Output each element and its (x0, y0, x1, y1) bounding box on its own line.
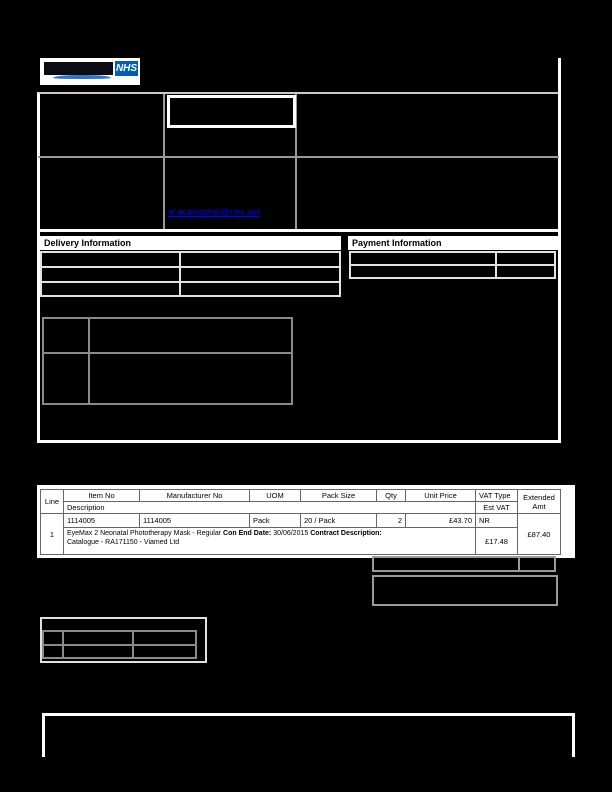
redacted-cell (496, 265, 555, 278)
col-header-manufacturer-no: Manufacturer No (140, 490, 250, 502)
redacted-cell (180, 267, 340, 282)
redacted-cell (180, 252, 340, 267)
redacted-cell (43, 631, 63, 645)
col-header-est-vat: Est VAT (476, 502, 518, 514)
redacted-cell (41, 267, 180, 282)
pack-size-value: 20 / Pack (301, 514, 377, 528)
redacted-cell (43, 645, 63, 658)
item-description (64, 528, 476, 555)
redacted-cell (43, 318, 89, 353)
con-end-date-value: 30/06/2015 (271, 530, 311, 537)
con-end-date-label: Con End Date: (223, 530, 272, 537)
item-no-value: 1114005 (64, 514, 140, 528)
nhs-logo-text: NHS (115, 63, 138, 74)
redacted-cell (496, 252, 555, 265)
col-header-extended-amt: Extended Amt (518, 490, 561, 514)
col-header-unit-price: Unit Price (406, 490, 476, 502)
redacted-order-number-box (167, 95, 296, 128)
totals-row-redacted (372, 556, 556, 572)
delivery-information-table (40, 251, 341, 297)
catalogue-reference: Catalogue - RA171150 - Viamed Ltd (67, 539, 180, 546)
manufacturer-no-value: 1114005 (140, 514, 250, 528)
redacted-cell (63, 631, 133, 645)
col-header-pack-size: Pack Size (301, 490, 377, 502)
vat-type-value: NR (476, 514, 518, 528)
payment-information-header: Payment Information (348, 236, 558, 250)
line-items-table (40, 489, 561, 555)
order-notes-table (42, 317, 293, 405)
redacted-cell (89, 353, 292, 404)
unit-price-value: £43.70 (406, 514, 476, 528)
header-table-divider-vertical-1 (163, 94, 165, 231)
delivery-information-header: Delivery Information (40, 236, 341, 250)
header-table-divider-horizontal (38, 156, 559, 158)
redacted-cell (89, 318, 292, 353)
redacted-cell (41, 282, 180, 296)
redacted-cell (350, 252, 496, 265)
logo-swoosh-underline (53, 75, 111, 79)
contact-email-link[interactable]: sf.acanlasfob@nhs.net (168, 207, 260, 217)
bottom-left-summary-table (42, 630, 197, 659)
uom-value: Pack (250, 514, 301, 528)
redacted-trust-name (44, 62, 113, 75)
nhs-logo (115, 61, 138, 76)
est-vat-value: £17.48 (476, 528, 518, 555)
line-number: 1 (41, 514, 64, 555)
redacted-cell (41, 252, 180, 267)
logo-strip (40, 58, 140, 85)
header-table-bottom-border (38, 229, 559, 232)
col-header-item-no: Item No (64, 490, 140, 502)
footer-terms-box (42, 713, 575, 757)
col-header-qty: Qty (377, 490, 406, 502)
page-frame-right-edge (558, 58, 561, 94)
description-text: EyeMax 2 Neonatal Phototherapy Mask - Regular (67, 530, 224, 537)
col-header-description: Description (64, 502, 476, 514)
col-header-line: Line (41, 490, 64, 514)
redacted-cell (373, 557, 519, 571)
totals-box-redacted (372, 575, 558, 606)
qty-value: 2 (377, 514, 406, 528)
redacted-cell (350, 265, 496, 278)
redacted-cell (63, 645, 133, 658)
redacted-cell (519, 557, 555, 571)
redacted-cell (133, 631, 196, 645)
contract-description-label: Contract Description: (310, 530, 382, 537)
payment-information-table (349, 251, 556, 279)
col-header-uom: UOM (250, 490, 301, 502)
col-header-vat-type: VAT Type (476, 490, 518, 502)
redacted-cell (180, 282, 340, 296)
extended-amt-value: £87.40 (518, 514, 561, 555)
redacted-cell (133, 645, 196, 658)
redacted-cell (43, 353, 89, 404)
